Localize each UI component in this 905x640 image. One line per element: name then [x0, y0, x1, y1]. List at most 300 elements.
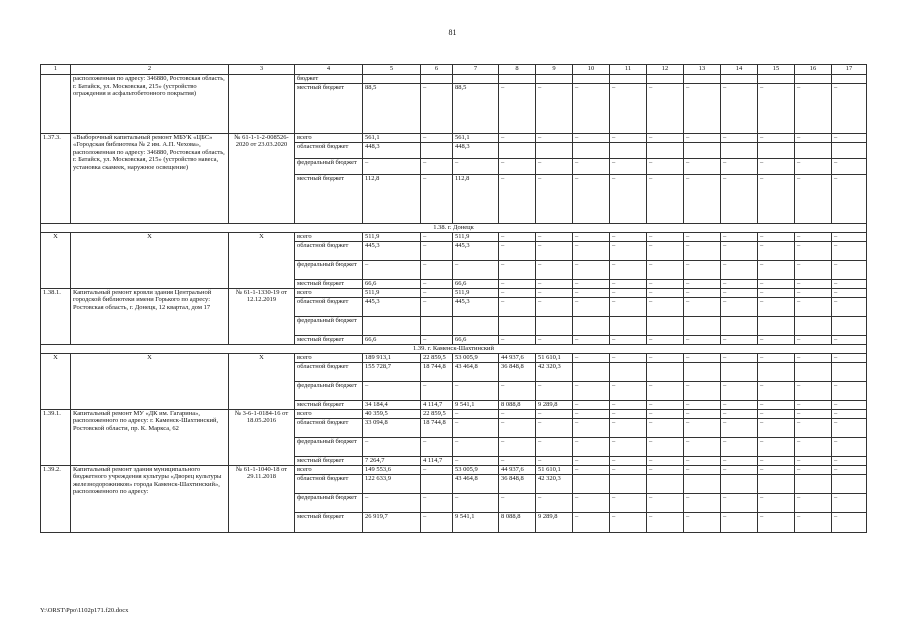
table-cell: 66,6	[453, 279, 499, 288]
table-cell: –	[721, 83, 758, 133]
table-cell	[536, 75, 573, 84]
table-cell: –	[421, 437, 453, 456]
table-cell: областной бюджет	[295, 418, 363, 437]
table-cell: Х	[229, 232, 295, 288]
table-cell: 561,1	[453, 133, 499, 142]
table-cell	[421, 75, 453, 84]
table-cell	[758, 75, 795, 84]
table-cell	[499, 142, 536, 158]
table-cell	[684, 142, 721, 158]
table-cell: 1.37.3.	[41, 133, 71, 223]
table-cell: федеральный бюджет	[295, 260, 363, 279]
table-cell: –	[453, 456, 499, 465]
table-cell: 4 114,7	[421, 400, 453, 409]
table-cell: –	[421, 158, 453, 174]
table-cell: Капитальный ремонт здания муниципального бюджетного учреждения культуры «Дворец культуры железнодорожников» города Каменск-Шахтинский», расположенного по адресу:	[71, 465, 229, 532]
table-cell: –	[684, 493, 721, 512]
table-cell: 18 744,8	[421, 362, 453, 381]
table-cell: –	[610, 353, 647, 362]
table-cell: 22 859,5	[421, 409, 453, 418]
table-cell: 112,8	[363, 174, 421, 223]
table-cell: –	[832, 288, 867, 297]
table-cell: –	[536, 174, 573, 223]
table-cell: –	[795, 260, 832, 279]
budget-table	[40, 64, 867, 533]
table-cell: –	[499, 279, 536, 288]
table-cell: –	[684, 512, 721, 532]
table-cell	[758, 362, 795, 381]
table-cell: –	[610, 279, 647, 288]
table-cell: –	[684, 409, 721, 418]
table-cell	[647, 142, 684, 158]
table-cell: –	[610, 437, 647, 456]
table-cell	[795, 362, 832, 381]
table-cell: –	[536, 260, 573, 279]
table-cell: –	[832, 409, 867, 418]
table-cell: –	[610, 158, 647, 174]
table-cell: –	[795, 174, 832, 223]
table-cell: –	[721, 174, 758, 223]
table-cell: –	[758, 297, 795, 316]
table-cell: –	[684, 288, 721, 297]
table-cell: –	[647, 465, 684, 474]
table-cell: –	[499, 133, 536, 142]
column-number: 10	[573, 65, 610, 75]
table-cell: –	[453, 381, 499, 400]
table-cell	[684, 75, 721, 84]
table-cell: –	[684, 353, 721, 362]
table-cell: –	[499, 158, 536, 174]
table-cell: –	[647, 288, 684, 297]
table-cell	[499, 75, 536, 84]
table-cell: –	[573, 158, 610, 174]
table-cell: –	[421, 83, 453, 133]
table-cell: –	[795, 232, 832, 241]
table-cell: –	[647, 353, 684, 362]
table-cell: –	[721, 279, 758, 288]
table-cell	[647, 75, 684, 84]
footer-file-path: Y:\ORST\Ppo\1102p171.f20.docx	[40, 607, 129, 614]
table-cell: –	[610, 493, 647, 512]
table-cell: –	[721, 241, 758, 260]
table-cell: –	[536, 409, 573, 418]
table-cell: –	[795, 83, 832, 133]
table-cell: расположенная по адресу: 346880, Ростовская область, г. Батайск, ул. Московская, 215» (устройство ограждения и асфальтобетонного покрытия)	[71, 75, 229, 134]
table-row	[41, 465, 867, 474]
table-cell: –	[832, 456, 867, 465]
table-row	[41, 75, 867, 84]
table-cell: –	[499, 456, 536, 465]
table-cell: –	[647, 400, 684, 409]
table-cell: –	[758, 493, 795, 512]
table-cell	[758, 142, 795, 158]
table-cell: –	[647, 493, 684, 512]
table-cell: –	[610, 465, 647, 474]
table-cell: 26 919,7	[363, 512, 421, 532]
table-cell: 448,3	[363, 142, 421, 158]
table-cell: –	[832, 381, 867, 400]
table-cell: местный бюджет	[295, 512, 363, 532]
table-cell: –	[795, 335, 832, 344]
table-cell: –	[832, 418, 867, 437]
table-cell: –	[610, 335, 647, 344]
table-cell: –	[421, 335, 453, 344]
table-cell: –	[758, 174, 795, 223]
table-cell: –	[421, 241, 453, 260]
table-cell: –	[721, 335, 758, 344]
column-number: 16	[795, 65, 832, 75]
table-cell	[421, 474, 453, 493]
table-cell: –	[684, 456, 721, 465]
table-cell: –	[453, 493, 499, 512]
table-cell: –	[758, 260, 795, 279]
table-cell	[610, 316, 647, 335]
table-cell: –	[573, 297, 610, 316]
table-cell: 149 553,6	[363, 465, 421, 474]
table-cell: –	[832, 83, 867, 133]
table-cell: –	[832, 297, 867, 316]
table-cell: –	[421, 260, 453, 279]
table-cell: 448,3	[453, 142, 499, 158]
table-cell: –	[453, 409, 499, 418]
table-cell: 51 610,1	[536, 353, 573, 362]
table-cell: –	[684, 83, 721, 133]
table-cell	[721, 316, 758, 335]
table-cell: Х	[71, 353, 229, 409]
table-cell: Х	[41, 353, 71, 409]
table-cell: –	[453, 437, 499, 456]
table-cell: –	[573, 409, 610, 418]
section-title: 1.39. г. Каменск-Шахтинский	[41, 344, 867, 353]
table-cell	[647, 316, 684, 335]
table-cell: –	[573, 465, 610, 474]
table-cell	[363, 75, 421, 84]
table-cell: –	[684, 335, 721, 344]
table-cell: –	[536, 437, 573, 456]
table-cell: областной бюджет	[295, 241, 363, 260]
table-cell	[795, 75, 832, 84]
table-cell: –	[758, 83, 795, 133]
column-number: 5	[363, 65, 421, 75]
table-cell: всего	[295, 232, 363, 241]
table-cell: 445,3	[363, 241, 421, 260]
table-cell: –	[499, 418, 536, 437]
table-cell: –	[536, 418, 573, 437]
table-row	[41, 288, 867, 297]
table-cell: –	[647, 232, 684, 241]
table-cell: –	[499, 409, 536, 418]
table-cell: –	[647, 512, 684, 532]
table-cell: –	[363, 158, 421, 174]
table-cell: 7 264,7	[363, 456, 421, 465]
table-cell: Х	[229, 353, 295, 409]
table-cell: –	[795, 456, 832, 465]
table-cell	[610, 474, 647, 493]
table-cell: –	[610, 400, 647, 409]
table-cell: 53 005,9	[453, 353, 499, 362]
table-cell	[647, 362, 684, 381]
table-cell: –	[610, 83, 647, 133]
table-cell: –	[758, 456, 795, 465]
table-row	[41, 353, 867, 362]
table-cell: –	[499, 297, 536, 316]
table-cell: –	[499, 241, 536, 260]
table-cell: –	[499, 83, 536, 133]
table-cell: –	[610, 512, 647, 532]
table-cell: –	[536, 493, 573, 512]
table-cell: федеральный бюджет	[295, 493, 363, 512]
table-cell: –	[721, 418, 758, 437]
table-cell: 9 541,1	[453, 400, 499, 409]
table-cell: –	[363, 493, 421, 512]
table-cell: областной бюджет	[295, 142, 363, 158]
table-cell: –	[832, 232, 867, 241]
table-cell: –	[573, 83, 610, 133]
table-cell: –	[795, 418, 832, 437]
table-cell: –	[832, 174, 867, 223]
table-cell: –	[795, 400, 832, 409]
table-cell: –	[499, 437, 536, 456]
column-number: 6	[421, 65, 453, 75]
table-cell: –	[721, 400, 758, 409]
table-cell: –	[832, 158, 867, 174]
table-cell	[832, 75, 867, 84]
table-cell: –	[721, 409, 758, 418]
section-title: 1.38. г. Донецк	[41, 223, 867, 232]
table-cell: 9 289,8	[536, 400, 573, 409]
table-cell: –	[647, 381, 684, 400]
table-cell	[721, 474, 758, 493]
table-cell: –	[684, 400, 721, 409]
table-cell: –	[758, 353, 795, 362]
table-cell: –	[421, 288, 453, 297]
table-cell: 1.39.2.	[41, 465, 71, 532]
table-cell: –	[647, 241, 684, 260]
table-cell: местный бюджет	[295, 335, 363, 344]
table-cell: всего	[295, 353, 363, 362]
table-cell	[453, 316, 499, 335]
table-cell: –	[647, 335, 684, 344]
table-cell: 53 005,9	[453, 465, 499, 474]
table-cell: –	[573, 381, 610, 400]
table-cell: –	[647, 260, 684, 279]
table-cell: 36 848,8	[499, 362, 536, 381]
table-cell	[721, 142, 758, 158]
table-cell: 51 610,1	[536, 465, 573, 474]
table-cell	[573, 75, 610, 84]
table-cell: федеральный бюджет	[295, 158, 363, 174]
table-cell: –	[610, 297, 647, 316]
table-cell: –	[610, 133, 647, 142]
table-cell: 112,8	[453, 174, 499, 223]
table-cell: –	[832, 133, 867, 142]
table-cell: –	[795, 297, 832, 316]
table-cell: –	[536, 158, 573, 174]
table-cell: –	[536, 456, 573, 465]
table-cell: всего	[295, 133, 363, 142]
table-cell: –	[721, 465, 758, 474]
column-number: 3	[229, 65, 295, 75]
table-cell	[610, 142, 647, 158]
table-cell: –	[536, 133, 573, 142]
table-cell: –	[721, 512, 758, 532]
table-cell: 33 094,8	[363, 418, 421, 437]
table-cell: 561,1	[363, 133, 421, 142]
table-cell: федеральный бюджет	[295, 316, 363, 335]
table-cell: –	[758, 232, 795, 241]
table-cell: –	[684, 418, 721, 437]
table-cell: –	[684, 437, 721, 456]
table-cell: –	[499, 174, 536, 223]
table-cell: –	[536, 297, 573, 316]
table-cell	[684, 362, 721, 381]
table-cell: –	[421, 232, 453, 241]
table-cell: 43 464,8	[453, 474, 499, 493]
table-cell: –	[647, 133, 684, 142]
table-cell: –	[499, 260, 536, 279]
table-cell	[721, 75, 758, 84]
table-cell: –	[758, 133, 795, 142]
table-cell: областной бюджет	[295, 297, 363, 316]
table-cell: –	[684, 465, 721, 474]
table-cell: –	[363, 437, 421, 456]
table-cell: 445,3	[363, 297, 421, 316]
table-cell: –	[573, 353, 610, 362]
table-cell: –	[684, 241, 721, 260]
table-cell	[721, 362, 758, 381]
table-cell: –	[647, 437, 684, 456]
table-cell: –	[795, 288, 832, 297]
table-cell: –	[536, 335, 573, 344]
table-cell	[421, 316, 453, 335]
table-cell: –	[499, 288, 536, 297]
table-cell: –	[499, 232, 536, 241]
table-cell: местный бюджет	[295, 400, 363, 409]
table-cell	[832, 142, 867, 158]
table-cell: 511,9	[363, 288, 421, 297]
column-number: 2	[71, 65, 229, 75]
table-cell: 511,9	[453, 232, 499, 241]
table-cell: –	[721, 158, 758, 174]
table-cell: –	[421, 381, 453, 400]
table-cell: –	[832, 465, 867, 474]
table-cell: –	[758, 409, 795, 418]
table-cell: –	[536, 232, 573, 241]
table-cell: 18 744,8	[421, 418, 453, 437]
table-cell: –	[832, 279, 867, 288]
table-cell: –	[832, 437, 867, 456]
table-cell: –	[721, 493, 758, 512]
table-cell: –	[795, 512, 832, 532]
table-cell: –	[573, 335, 610, 344]
table-cell: 36 848,8	[499, 474, 536, 493]
table-cell: –	[573, 232, 610, 241]
table-cell: всего	[295, 288, 363, 297]
header-row	[41, 65, 867, 75]
table-cell	[536, 142, 573, 158]
table-cell: –	[684, 297, 721, 316]
table-cell: 155 728,7	[363, 362, 421, 381]
table-cell	[758, 474, 795, 493]
table-cell: «Выборочный капитальный ремонт МБУК «ЦБС» «Городская библиотека № 2 им. А.П. Чехова», расположенная по адресу: 346880, Ростовская область, г. Батайск, ул. Московская, 215» (устройство навеса, установка скамеек, наружное освещение)	[71, 133, 229, 223]
table-cell: –	[684, 381, 721, 400]
table-cell: всего	[295, 409, 363, 418]
column-number: 17	[832, 65, 867, 75]
table-cell: –	[721, 133, 758, 142]
table-cell: –	[647, 456, 684, 465]
table-cell: 511,9	[453, 288, 499, 297]
table-cell: областной бюджет	[295, 362, 363, 381]
table-cell	[832, 362, 867, 381]
table-cell	[573, 474, 610, 493]
table-cell	[229, 75, 295, 134]
table-cell: 66,6	[363, 279, 421, 288]
table-cell: –	[758, 437, 795, 456]
table-cell: –	[421, 512, 453, 532]
table-cell: –	[421, 493, 453, 512]
table-cell: 34 184,4	[363, 400, 421, 409]
table-cell: 122 633,9	[363, 474, 421, 493]
table-cell: –	[795, 279, 832, 288]
table-cell: 1.39.1.	[41, 409, 71, 465]
page-number: 81	[448, 28, 457, 37]
table-cell: № 3-6-1-0184-16 от 18.05.2016	[229, 409, 295, 465]
table-cell: Капитальный ремонт кровли здания Центральной городской библиотеки имени Горького по адресу: Ростовская область, г. Донецк, 12 квартал, дом 17	[71, 288, 229, 344]
table-cell: 445,3	[453, 241, 499, 260]
table-cell: –	[684, 133, 721, 142]
table-cell: –	[795, 353, 832, 362]
table-cell: 40 359,5	[363, 409, 421, 418]
table-cell: –	[721, 456, 758, 465]
column-number: 14	[721, 65, 758, 75]
table-cell: –	[832, 493, 867, 512]
column-number: 8	[499, 65, 536, 75]
table-cell: 445,3	[453, 297, 499, 316]
column-number: 15	[758, 65, 795, 75]
table-cell: Х	[71, 232, 229, 288]
table-cell: –	[647, 418, 684, 437]
table-cell: –	[758, 335, 795, 344]
table-cell: –	[453, 158, 499, 174]
table-cell: –	[647, 409, 684, 418]
table-cell: федеральный бюджет	[295, 437, 363, 456]
table-cell: –	[453, 260, 499, 279]
table-cell: –	[684, 158, 721, 174]
table-cell: всего	[295, 465, 363, 474]
table-cell: –	[499, 381, 536, 400]
table-cell: № 61-1-1-2-008526-2020 от 23.03.2020	[229, 133, 295, 223]
table-cell: –	[721, 260, 758, 279]
table-cell: –	[647, 297, 684, 316]
table-cell: –	[610, 409, 647, 418]
table-cell: –	[647, 83, 684, 133]
table-cell: –	[573, 400, 610, 409]
table-cell: –	[684, 232, 721, 241]
table-cell	[758, 316, 795, 335]
table-cell: –	[573, 418, 610, 437]
table-cell: федеральный бюджет	[295, 381, 363, 400]
table-cell: –	[795, 437, 832, 456]
table-cell	[363, 316, 421, 335]
table-cell: –	[421, 297, 453, 316]
column-number: 4	[295, 65, 363, 75]
table-cell: –	[795, 493, 832, 512]
table-cell: –	[421, 279, 453, 288]
table-cell: 8 088,8	[499, 512, 536, 532]
table-cell	[832, 474, 867, 493]
table-cell: № 61-1-1330-19 от 12.12.2019	[229, 288, 295, 344]
table-cell: –	[536, 279, 573, 288]
